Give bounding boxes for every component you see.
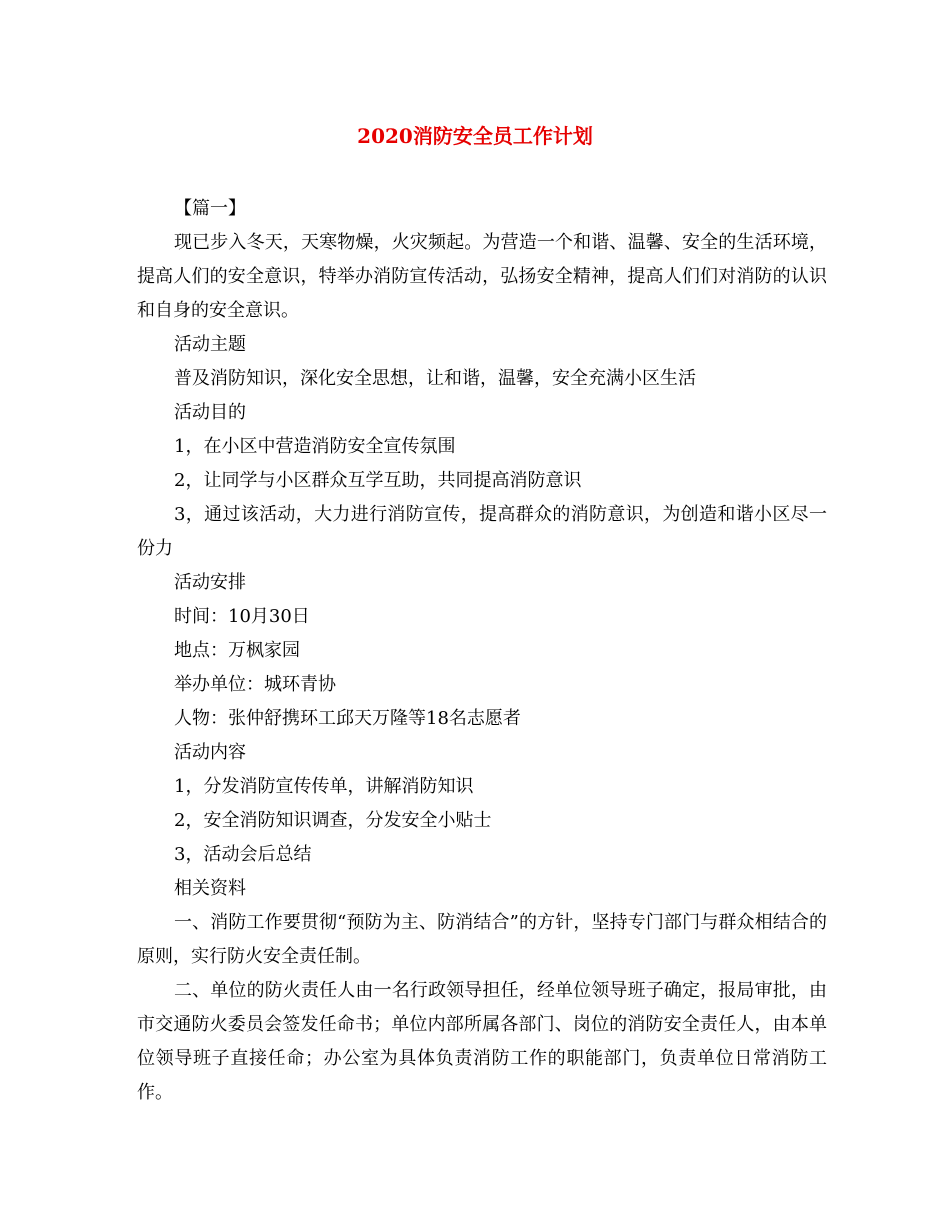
section-heading: 【篇一】	[174, 198, 246, 219]
intro-paragraph: 现已步入冬天，天寒物燥，火灾频起。为营造一个和谐、温馨、安全的生活环境，提高人们的安全意识，特举办消防宣传活动，弘扬安全精神，提高人们们对消防的认识和自身的安全意识。	[137, 232, 827, 321]
arrangement-people: 人物：张仲舒携环工邱天万隆等18名志愿者	[174, 708, 521, 729]
subheading-theme: 活动主题	[174, 334, 246, 355]
reference-paragraph: 一、消防工作要贯彻“预防为主、防消结合”的方针，坚持专门部门与群众相结合的原则，实行防火安全责任制。	[137, 912, 827, 967]
purpose-item: 2，让同学与小区群众互学互助，共同提高消防意识	[174, 470, 582, 491]
purpose-item: 3，通过该活动，大力进行消防宣传，提高群众的消防意识，为创造和谐小区尽一份力	[137, 504, 827, 559]
arrangement-place: 地点：万枫家园	[174, 640, 300, 661]
subheading-purpose: 活动目的	[174, 402, 246, 423]
subheading-references: 相关资料	[174, 878, 246, 899]
content-item: 3，活动会后总结	[174, 844, 312, 865]
content-item: 1，分发消防宣传传单，讲解消防知识	[174, 776, 474, 797]
document-title: 2020消防安全员工作计划	[357, 124, 593, 148]
document-body	[137, 192, 827, 1110]
arrangement-organizer: 举办单位：城环青协	[174, 674, 336, 695]
subheading-content: 活动内容	[174, 742, 246, 763]
reference-paragraph: 二、单位的防火责任人由一名行政领导担任，经单位领导班子确定，报局审批，由市交通防火委员会签发任命书；单位内部所属各部门、岗位的消防安全责任人，由本单位领导班子直接任命；办公室为具体负责消防工作的职能部门，负责单位日常消防工作。	[137, 980, 827, 1103]
arrangement-time: 时间：10月30日	[174, 606, 310, 627]
content-item: 2，安全消防知识调查，分发安全小贴士	[174, 810, 492, 831]
subheading-arrangement: 活动安排	[174, 572, 246, 593]
theme-text: 普及消防知识，深化安全思想，让和谐，温馨，安全充满小区生活	[174, 368, 696, 389]
purpose-item: 1，在小区中营造消防安全宣传氛围	[174, 436, 456, 457]
